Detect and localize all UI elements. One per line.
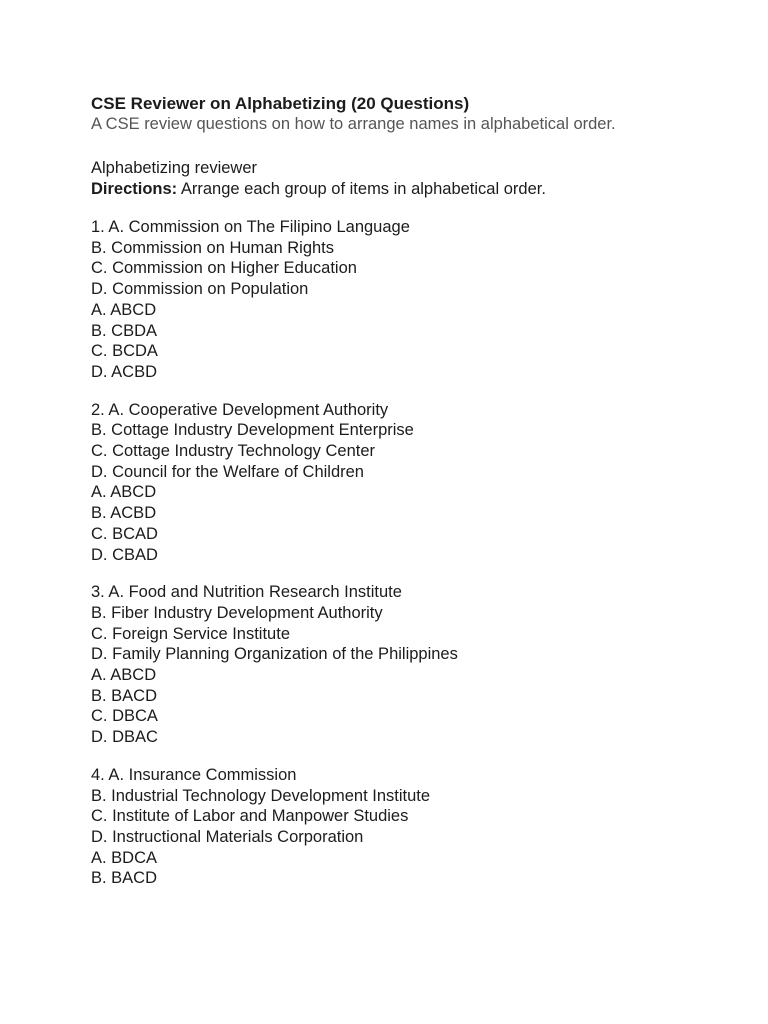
intro-block (91, 158, 768, 200)
question-item: 3. A. Food and Nutrition Research Institute (91, 583, 402, 602)
answer-choice: B. BACD (91, 686, 158, 705)
answer-choice: A. BDCA (91, 848, 158, 867)
question-item: C. Institute of Labor and Manpower Studies (91, 807, 409, 826)
section-heading: Alphabetizing reviewer (91, 159, 258, 177)
answer-choice: B. BACD (91, 869, 158, 888)
answer-choice: C. BCAD (91, 524, 158, 543)
answer-choice: A. ABCD (91, 300, 157, 319)
question-item: B. Industrial Technology Development Institute (91, 786, 431, 805)
question-list (91, 217, 768, 889)
answer-choice: D. CBAD (91, 545, 158, 564)
question-item: D. Family Planning Organization of the Philippines (91, 645, 458, 664)
directions-text: Arrange each group of items in alphabetical order. (177, 180, 546, 198)
question-item: 2. A. Cooperative Development Authority (91, 400, 389, 419)
answer-choice: C. DBCA (91, 707, 158, 726)
answer-choice: A. ABCD (91, 483, 157, 502)
question-item: D. Council for the Welfare of Children (91, 462, 364, 481)
answer-choice: D. ACBD (91, 362, 158, 381)
question-item: B. Fiber Industry Development Authority (91, 603, 383, 622)
answer-choice: D. DBAC (91, 728, 158, 747)
answer-choice: B. ACBD (91, 504, 157, 523)
question-item: C. Cottage Industry Technology Center (91, 442, 376, 461)
question-block-4 (91, 765, 768, 889)
answer-choice: B. CBDA (91, 321, 158, 340)
document-subtitle: A CSE review questions on how to arrange names in alphabetical order. (91, 115, 616, 133)
question-item: 4. A. Insurance Commission (91, 765, 297, 784)
question-item: D. Commission on Population (91, 280, 309, 299)
question-block-1 (91, 217, 768, 383)
question-item: C. Foreign Service Institute (91, 624, 290, 643)
directions (91, 179, 768, 200)
question-item: D. Instructional Materials Corporation (91, 827, 364, 846)
question-item: 1. A. Commission on The Filipino Language (91, 218, 410, 236)
question-item: B. Commission on Human Rights (91, 238, 335, 257)
question-block-3 (91, 582, 768, 748)
question-item: C. Commission on Higher Education (91, 259, 357, 278)
answer-choice: C. BCDA (91, 342, 158, 361)
question-item: B. Cottage Industry Development Enterprise (91, 421, 414, 440)
directions-label: Directions: (91, 180, 178, 198)
question-block-2 (91, 400, 768, 566)
answer-choice: A. ABCD (91, 666, 157, 685)
document-title: CSE Reviewer on Alphabetizing (20 Questions) (91, 94, 470, 113)
